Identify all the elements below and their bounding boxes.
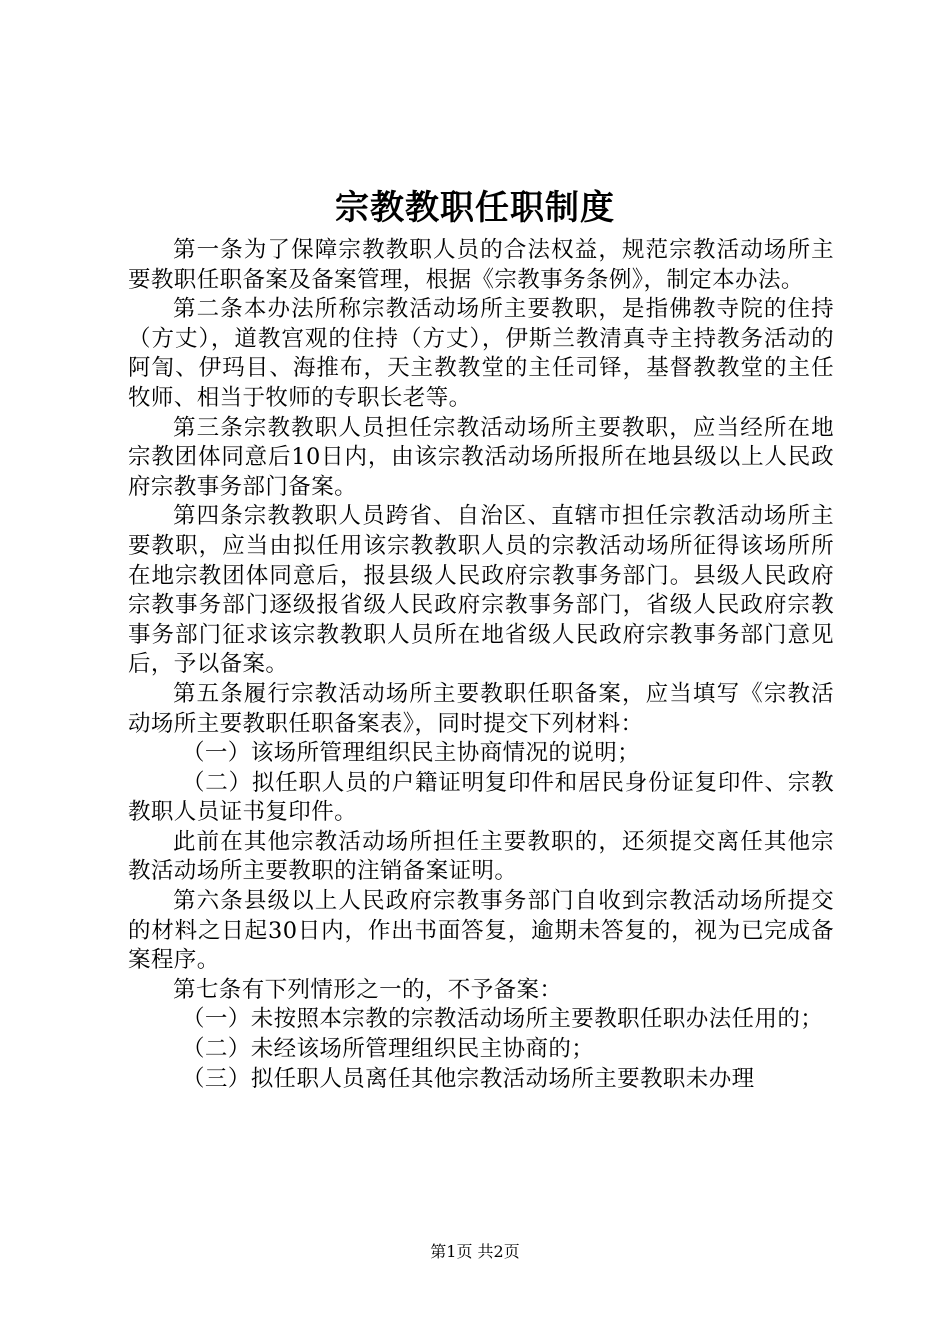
paragraph-article-3: 第三条宗教教职人员担任宗教活动场所主要教职，应当经所在地宗教团体同意后10日内，由该宗教活动场所报所在地县级以上人民政府宗教事务部门备案。 — [128, 414, 834, 500]
document-body — [128, 236, 834, 1094]
paragraph-article-4: 第四条宗教教职人员跨省、自治区、直辖市担任宗教活动场所主要教职，应当由拟任用该宗教教职人员的宗教活动场所征得该场所所在地宗教团体同意后，报县级人民政府宗教事务部门。县级人民政府宗教事务部门逐级报省级人民政府宗教事务部门，省级人民政府宗教事务部门征求该宗教教职人员所在地省级人民政府宗教事务部门意见后，予以备案。 — [128, 503, 834, 678]
list-item: （三）拟任职人员离任其他宗教活动场所主要教职未办理 — [182, 1065, 755, 1092]
list-item: （二）未经该场所管理组织民主协商的； — [182, 1036, 595, 1063]
paragraph-article-7: 第七条有下列情形之一的，不予备案： — [173, 976, 563, 1003]
document-title: 宗教教职任职制度 — [335, 188, 615, 228]
page-number-footer: 第1页 共2页 — [430, 1242, 520, 1261]
paragraph-article-2: 第二条本办法所称宗教活动场所主要教职，是指佛教寺院的住持（方丈），道教宫观的住持（方丈），伊斯兰教清真寺主持教务活动的阿訇、伊玛目、海推布，天主教教堂的主任司铎，基督教教堂的主任牧师、相当于牧师的专职长老等。 — [128, 296, 834, 411]
paragraph-article-5: 第五条履行宗教活动场所主要教职任职备案，应当填写《宗教活动场所主要教职任职备案表》，同时提交下列材料： — [128, 680, 834, 737]
paragraph-note: 此前在其他宗教活动场所担任主要教职的，还须提交离任其他宗教活动场所主要教职的注销备案证明。 — [128, 828, 834, 885]
list-item: （一）该场所管理组织民主协商情况的说明； — [182, 740, 641, 767]
list-item: （二）拟任职人员的户籍证明复印件和居民身份证复印件、宗教教职人员证书复印件。 — [128, 769, 834, 826]
list-item: （一）未按照本宗教的宗教活动场所主要教职任职办法任用的； — [182, 1006, 824, 1033]
paragraph-article-6: 第六条县级以上人民政府宗教事务部门自收到宗教活动场所提交的材料之日起30日内，作出书面答复，逾期未答复的，视为已完成备案程序。 — [128, 888, 834, 974]
paragraph-article-1: 第一条为了保障宗教教职人员的合法权益，规范宗教活动场所主要教职任职备案及备案管理，根据《宗教事务条例》，制定本办法。 — [128, 237, 834, 293]
